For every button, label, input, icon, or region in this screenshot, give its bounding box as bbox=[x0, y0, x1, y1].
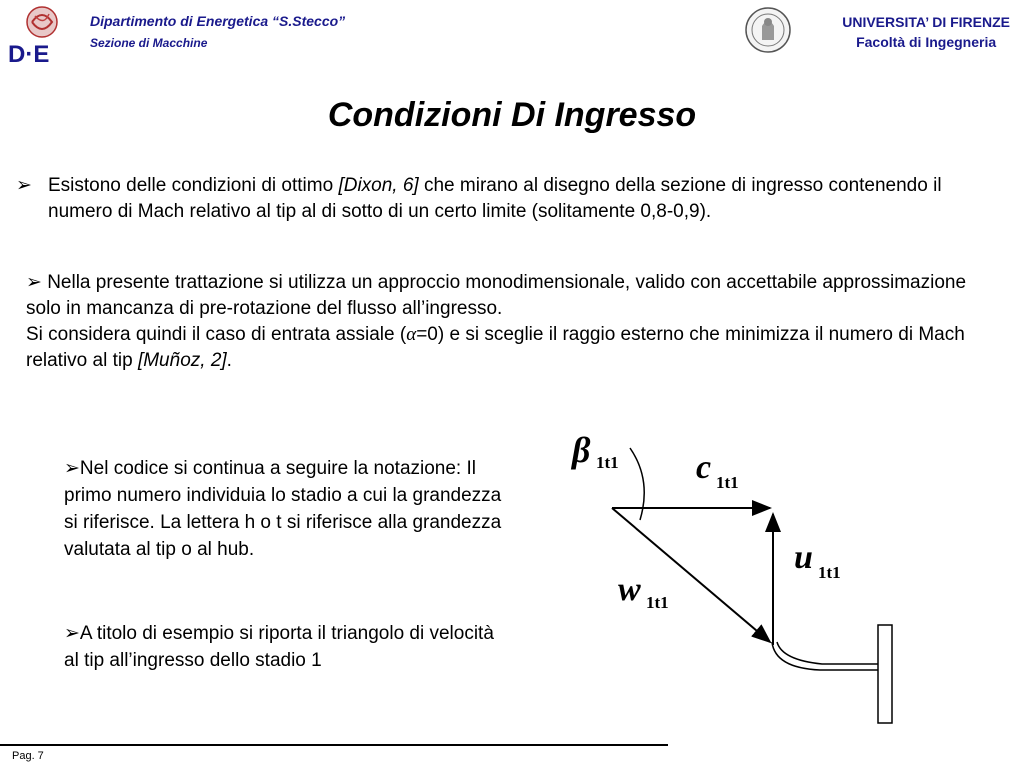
p2-alpha-symbol: α bbox=[406, 324, 417, 345]
w-subscript: 1t1 bbox=[646, 593, 669, 612]
p1-reference: [Dixon, 6] bbox=[338, 175, 419, 196]
c-subscript: 1t1 bbox=[716, 473, 739, 492]
casing-wall bbox=[878, 625, 892, 723]
bullet-arrow-icon: ➢ bbox=[16, 175, 32, 196]
p2-text-a: Nella presente trattazione si utilizza un approccio monodimensionale, valido con accettabile approssimazione solo in mancanza di pre-rotazione del flusso all’ingresso. bbox=[26, 272, 967, 319]
paragraph-4 bbox=[64, 620, 504, 674]
c-symbol: c bbox=[696, 449, 712, 486]
w-symbol: w bbox=[618, 571, 641, 608]
university-seal bbox=[744, 6, 792, 54]
p2-text-b2: =0) e si sceglie il raggio esterno che minimizza il numero di Mach relativo al tip bbox=[26, 324, 965, 371]
paragraph-3 bbox=[64, 455, 504, 563]
blade-profile-outer bbox=[772, 642, 878, 670]
blade-profile-inner bbox=[777, 642, 878, 664]
p1-text-b: che mirano al disegno della sezione di ingresso contenendo il numero di Mach relativo al tip al di sotto di un certo limite (solitamente 0,8-0,9). bbox=[48, 175, 942, 222]
p2-end: . bbox=[226, 350, 232, 371]
bullet-arrow-icon: ➢ bbox=[64, 623, 80, 644]
u-symbol: u bbox=[794, 539, 813, 576]
p2-text-b1: Si considera quindi il caso di entrata assiale ( bbox=[26, 324, 407, 345]
section-name: Sezione di Macchine bbox=[90, 36, 208, 50]
paragraph-1-text bbox=[48, 173, 1006, 225]
paragraph-2-line-a bbox=[26, 270, 1001, 322]
logo-text: D·E bbox=[8, 41, 50, 66]
university-name: UNIVERSITA’ DI FIRENZE bbox=[842, 14, 1010, 30]
beta-symbol: β bbox=[572, 430, 591, 470]
paragraph-2 bbox=[26, 270, 1001, 374]
velocity-triangle-diagram bbox=[560, 420, 910, 730]
p2-reference: [Muñoz, 2] bbox=[137, 350, 227, 371]
beta-angle-arc bbox=[630, 448, 644, 520]
p3-text: Nel codice si continua a seguire la notazione: Il primo numero individuia lo stadio a cui la grandezza si riferisce. La lettera h o t si riferisce alla grandezza valutata al tip o al hub. bbox=[64, 458, 502, 560]
p4-text: A titolo di esempio si riporta il triangolo di velocità al tip all’ingresso dello stadio 1 bbox=[64, 623, 494, 671]
department-name: Dipartimento di Energetica “S.Stecco” bbox=[90, 13, 346, 29]
paragraph-2-line-b bbox=[26, 322, 1001, 374]
footer-divider bbox=[0, 744, 668, 746]
bullet-arrow-icon: ➢ bbox=[64, 458, 80, 479]
paragraph-1 bbox=[16, 173, 1006, 225]
bullet-arrow-icon: ➢ bbox=[26, 272, 48, 293]
faculty-name: Facoltà di Ingegneria bbox=[856, 34, 997, 50]
page-number: Pag. 7 bbox=[12, 750, 44, 762]
p1-text-a: Esistono delle condizioni di ottimo bbox=[48, 175, 339, 196]
beta-subscript: 1t1 bbox=[596, 453, 619, 472]
department-logo bbox=[4, 4, 80, 66]
university-block bbox=[842, 12, 1010, 52]
slide-title: Condizioni Di Ingresso bbox=[327, 96, 697, 134]
u-subscript: 1t1 bbox=[818, 563, 841, 582]
